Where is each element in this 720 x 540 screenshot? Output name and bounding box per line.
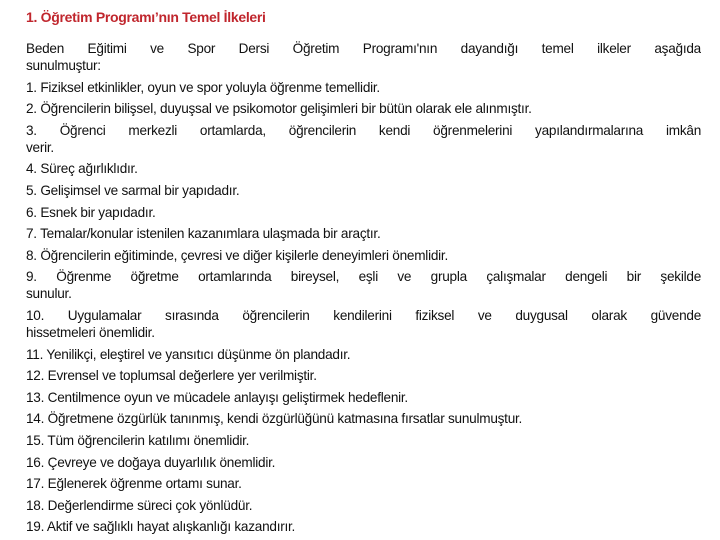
principle-item	[26, 389, 701, 406]
principle-item	[26, 475, 701, 492]
paragraph-line: 1. Fiziksel etkinlikler, oyun ve spor yoluyla öğrenme temellidir.	[26, 79, 380, 95]
principle-item	[26, 454, 701, 471]
paragraph-line: 15. Tüm öğrencilerin katılımı önemlidir.	[26, 432, 250, 448]
paragraph-line: 11. Yenilikçi, eleştirel ve yansıtıcı düşünme ön plandadır.	[26, 346, 351, 362]
principle-item	[26, 367, 701, 384]
paragraph-line-continued: sunulur.	[26, 286, 72, 302]
principle-item	[26, 122, 701, 156]
principle-item	[26, 160, 701, 177]
paragraph-line: 2. Öğrencilerin bilişsel, duyuşsal ve psikomotor gelişimleri bir bütün olarak ele alınmıştır.	[26, 101, 532, 117]
principle-item	[26, 79, 701, 96]
principle-item	[26, 247, 701, 264]
paragraph-line: 17. Eğlenerek öğrenme ortamı sunar.	[26, 476, 242, 492]
principle-item	[26, 182, 701, 199]
section-title: 1. Öğretim Programı’nın Temel İlkeleri	[26, 9, 266, 25]
principle-item	[26, 268, 701, 302]
principles-list	[26, 40, 701, 535]
principle-item	[26, 225, 701, 242]
paragraph-line: 4. Süreç ağırlıklıdır.	[26, 161, 138, 177]
paragraph-line: 18. Değerlendirme süreci çok yönlüdür.	[26, 497, 253, 513]
principle-item	[26, 497, 701, 514]
paragraph-line: 3. Öğrenci merkezli ortamlarda, öğrencilerin kendi öğrenmelerini yapılandırmalarına imkân	[26, 122, 701, 138]
paragraph-line-continued: hissetmeleri önemlidir.	[26, 324, 155, 340]
paragraph-line: 9. Öğrenme öğretme ortamlarında bireysel, eşli ve grupla çalışmalar dengeli bir şekilde	[26, 269, 701, 285]
principle-item	[26, 432, 701, 449]
paragraph-line: 7. Temalar/konular istenilen kazanımlara ulaşmada bir araçtır.	[26, 226, 381, 242]
principle-item	[26, 204, 701, 221]
paragraph-line: 6. Esnek bir yapıdadır.	[26, 204, 156, 220]
paragraph-line: 8. Öğrencilerin eğitiminde, çevresi ve diğer kişilerle deneyimleri önemlidir.	[26, 247, 448, 263]
paragraph-line: 19. Aktif ve sağlıklı hayat alışkanlığı kazandırır.	[26, 519, 296, 535]
paragraph-line: 14. Öğretmene özgürlük tanınmış, kendi özgürlüğünü katmasına fırsatlar sunulmuştur.	[26, 411, 523, 427]
paragraph-line: 13. Centilmence oyun ve mücadele anlayışı geliştirmek hedeflenir.	[26, 389, 408, 405]
paragraph-line-continued: sunulmuştur:	[26, 58, 101, 73]
paragraph-line: Beden Eğitimi ve Spor Dersi Öğretim Programı'nın dayandığı temel ilkeler aşağıda	[26, 41, 701, 56]
principle-item	[26, 307, 701, 341]
paragraph-line: 5. Gelişimsel ve sarmal bir yapıdadır.	[26, 182, 240, 198]
principle-item	[26, 410, 701, 427]
paragraph-line: 10. Uygulamalar sırasında öğrencilerin kendilerini fiziksel ve duygusal olarak güvende	[26, 307, 701, 323]
paragraph-line: 12. Evrensel ve toplumsal değerlere yer verilmiştir.	[26, 368, 317, 384]
principle-item	[26, 346, 701, 363]
paragraph-line: 16. Çevreye ve doğaya duyarlılık önemlidir.	[26, 454, 276, 470]
paragraph-line-continued: verir.	[26, 139, 54, 155]
principle-item	[26, 100, 701, 117]
principle-item	[26, 518, 701, 535]
document	[26, 9, 701, 540]
intro-paragraph	[26, 40, 701, 74]
